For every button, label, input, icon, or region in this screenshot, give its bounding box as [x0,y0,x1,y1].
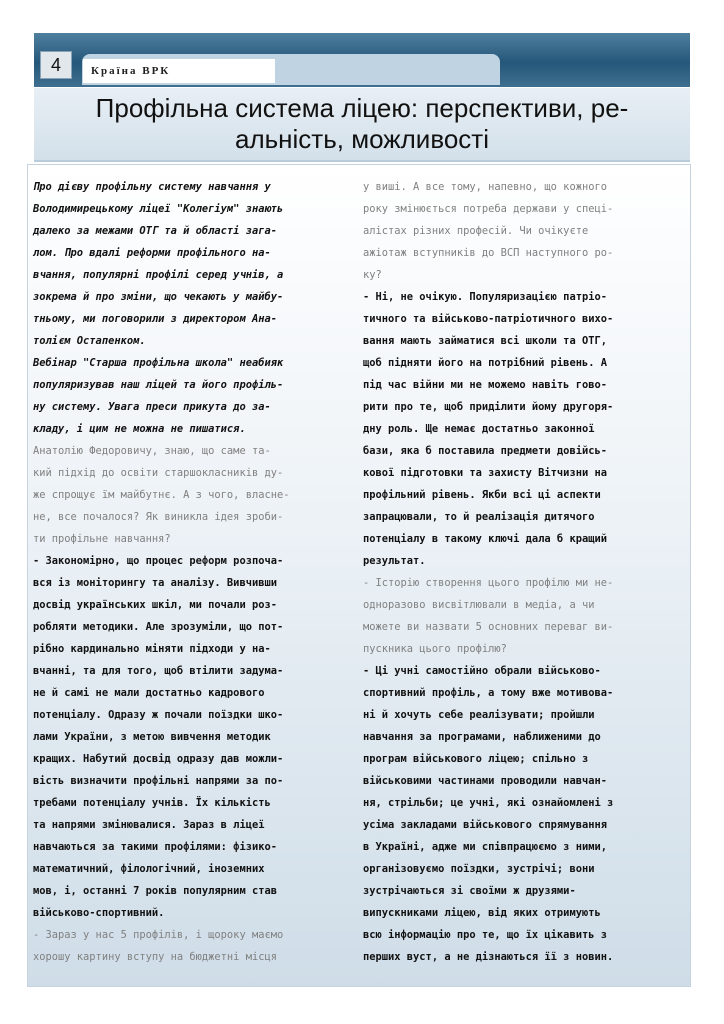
article-line: рібно кардинально міняти підходи у на- [33,643,271,655]
article-line: зокрема й про зміни, що чекають у майбу- [33,291,284,303]
article-line: требами потенціалу учнів. Їх кількість [33,797,271,809]
article-line: одноразово висвітлювали в медіа, а чи [363,599,595,611]
article-line: потенціалу. Одразу ж почали поїздки шко- [33,709,284,721]
article-line: дну роль. Ще немає достатньо законної [363,423,595,435]
article-line: вчанні, та для того, щоб втілити задума- [33,665,284,677]
article-line: - Ні, не очікую. Популяризацією патріо- [363,291,607,303]
article-line: алістах різних професій. Чи очікуєте [363,225,589,237]
article-line: запрацювали, то й реалізація дитячого [363,511,595,523]
article-line: ня, стрільби; це учні, які ознайомлені з [363,797,614,809]
page-number: 4 [40,51,72,79]
article-line: потенціалу в такому ключі дала б кращий [363,533,607,545]
article-line: робляти методики. Але зрозуміли, що пот- [33,621,284,633]
article-line: щоб підняти його на потрібний рівень. А [363,357,607,369]
article-line: перших вуст, а не дізнаються її з новин. [363,951,614,963]
article-line: кової підготовки та захисту Вітчизни на [363,467,607,479]
article-line: не, все почалося? Як виникла ідея зроби- [33,511,284,523]
article-line: - Зараз у нас 5 профілів, і щороку маємо [33,929,284,941]
article-line: військово-спортивний. [33,907,165,919]
article-line: вість визначити профільні напрями за по- [33,775,284,787]
article-line: можете ви назвати 5 основних переваг ви- [363,621,614,633]
article-line: далеко за межами ОТГ та й області зага- [33,225,277,237]
headline [34,93,690,155]
article-line: ажіотаж вступників до ВСП наступного ро- [363,247,614,259]
article-line: кий підхід до освіти старшокласників ду- [33,467,284,479]
article-line: ну систему. Увага преси прикута до за- [33,401,271,413]
article-line: - Історію створення цього профілю ми не- [363,577,614,589]
article-line: зустрічаються зі своїми ж друзями- [363,885,576,897]
article-line: випускниками ліцею, від яких отримують [363,907,601,919]
article-line: програм військового ліцею; спільно з [363,753,589,765]
article-line: вання мають займатися всі школи та ОТГ, [363,335,607,347]
article-line: вчання, популярні профілі серед учнів, а [33,269,284,281]
article-line: рити про те, щоб приділити йому другоря- [363,401,614,413]
article-line: результат. [363,555,426,567]
article-line: та напрями змінювалися. Зараз в ліцеї [33,819,265,831]
article-line: не й самі не мали достатньо кадрового [33,687,265,699]
article-line: під час війни ми не можемо навіть гово- [363,379,607,391]
section-label: Країна ВРК [83,59,275,83]
article-line: тньому, ми поговорили з директором Ана- [33,313,277,325]
article-line: популяризував наш ліцей та його профіль- [33,379,284,391]
headline-box [34,88,690,162]
headline-line-1: Профільна система ліцею: перспективи, ре- [95,93,629,123]
article-line: лом. Про вдалі реформи профільного на- [33,247,271,259]
article-line: - Ці учні самостійно обрали військово- [363,665,601,677]
article-line: Вебінар "Старша профільна школа" неабияк [33,357,284,369]
article-line: пускника цього профілю? [363,643,507,655]
article-line: ку? [363,269,382,281]
article-line: навчання за програмами, наближеними до [363,731,601,743]
article-line: кращих. Набутий досвід одразу дав можли- [33,753,284,765]
article-line: мов, і, останні 7 років популярним став [33,885,277,897]
article-line: досвід українських шкіл, ми почали роз- [33,599,277,611]
article-line: Анатолію Федоровичу, знаю, що саме та- [33,445,271,457]
article-line: в Україні, адже ми співпрацюємо з ними, [363,841,607,853]
article-line: тичного та військово-патріотичного вихо- [363,313,614,325]
article-line: навчаються за такими профілями: фізико- [33,841,277,853]
article-line: вся із моніторингу та аналізу. Вивчивши [33,577,277,589]
article-line: Володимирецькому ліцеї "Колегіум" знають [33,203,284,215]
article-line: хорошу картину вступу на бюджетні місця [33,951,277,963]
article-line: у виші. А все тому, напевно, що кожного [363,181,607,193]
article-line: кладу, і цим не можна не пишатися. [33,423,246,435]
article-line: всю інформацію про те, що їх цікавить з [363,929,607,941]
article-line: військовими частинами проводили навчан- [363,775,607,787]
article-line: толієм Остапенком. [33,335,146,347]
article-line: профільний рівень. Якби всі ці аспекти [363,489,601,501]
article-line: усіма закладами військового спрямування [363,819,607,831]
right-column [363,176,689,968]
article-line: же спрощує їм майбутнє. А з чого, власне- [33,489,290,501]
article-line: Про дієву профільну систему навчання у [33,181,271,193]
article-line: року змінюється потреба держави у спеці- [363,203,614,215]
article-line: лами України, з метою вивчення методик [33,731,271,743]
left-column [33,176,359,968]
article-line: спортивний профіль, а тому вже мотивова- [363,687,614,699]
article-line: організовуємо поїздки, зустрічі; вони [363,863,595,875]
article-body [27,164,691,987]
article-line: математичний, філологічний, іноземних [33,863,265,875]
headline-line-2: альність, можливості [234,124,489,154]
article-line: ні й хочуть себе реалізувати; пройшли [363,709,595,721]
article-line: бази, яка б поставила предмети довійсь- [363,445,607,457]
article-line: - Закономірно, що процес реформ розпоча- [33,555,284,567]
article-line: ти профільне навчання? [33,533,171,545]
